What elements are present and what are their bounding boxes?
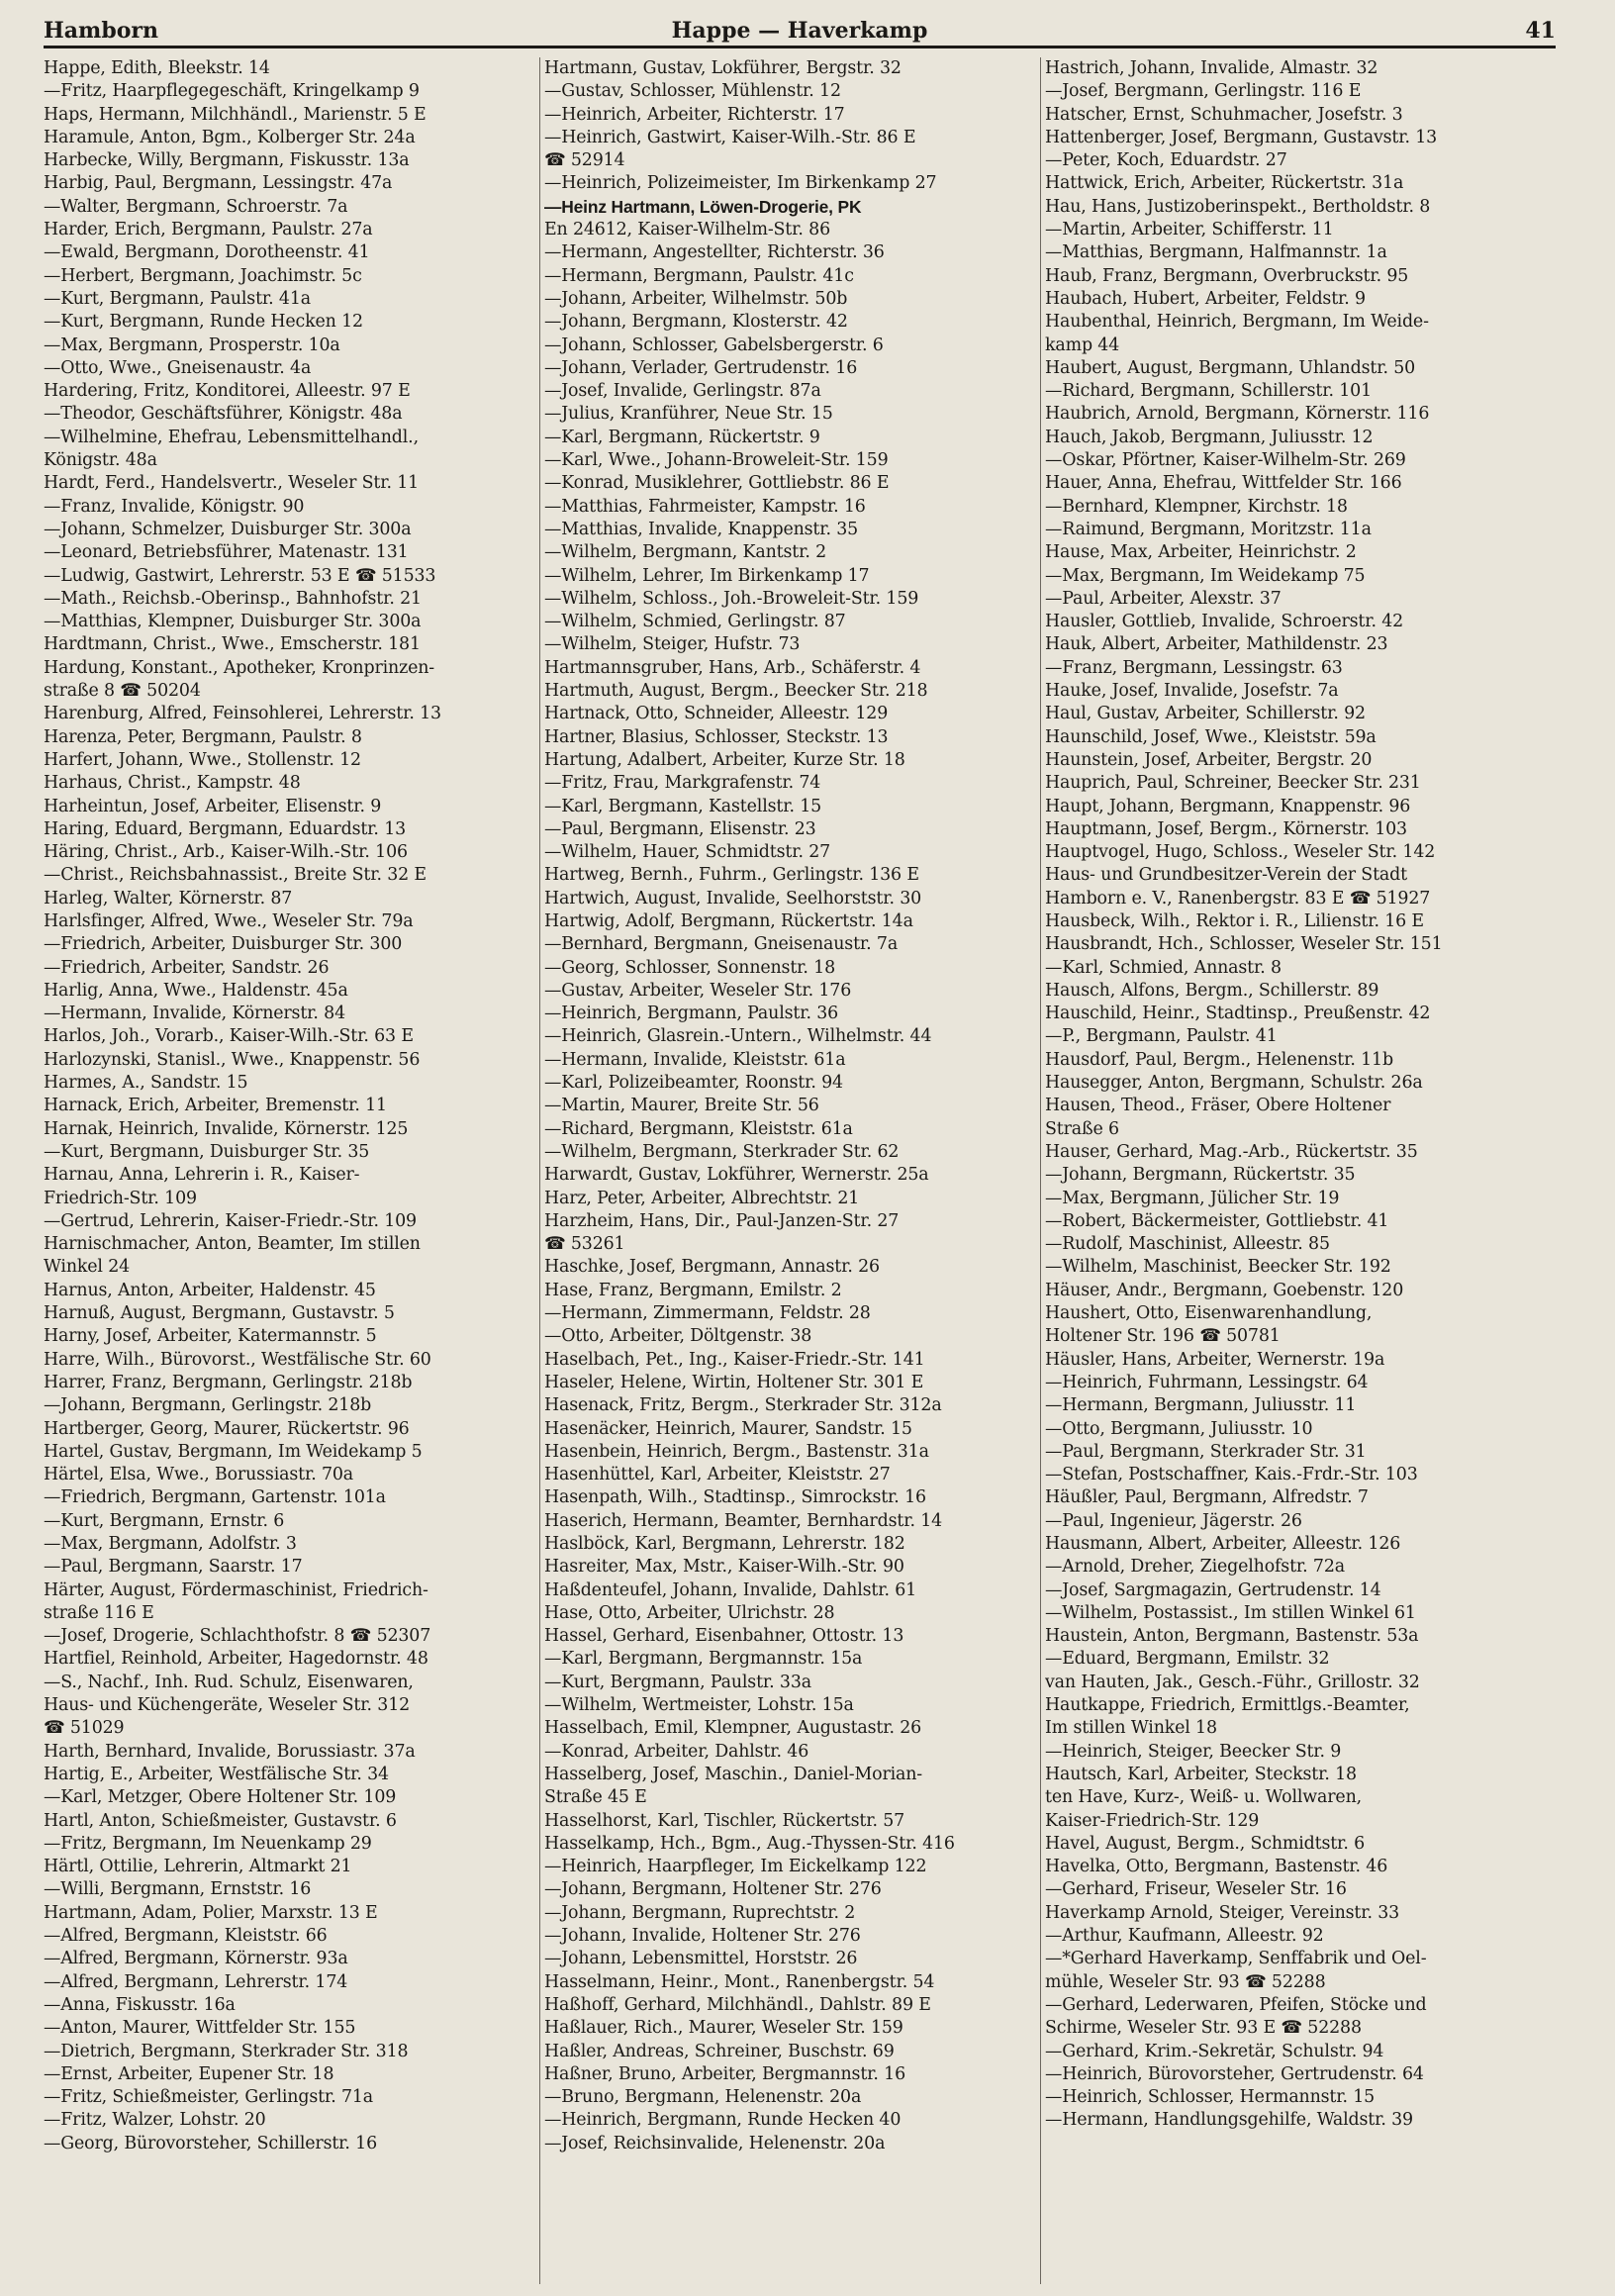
column-divider: [539, 57, 540, 2284]
directory-entry: Haus- und Grundbesitzer-Verein der Stadt: [1045, 865, 1407, 886]
directory-entry: Haupt, Johann, Bergmann, Knappenstr. 96: [1045, 796, 1411, 816]
directory-entry: Häußler, Paul, Bergmann, Alfredstr. 7: [1045, 1487, 1369, 1508]
directory-entry: —Kurt, Bergmann, Duisburger Str. 35: [44, 1141, 370, 1162]
directory-entry: —Otto, Arbeiter, Döltgenstr. 38: [544, 1326, 812, 1347]
directory-entry: —Ernst, Arbeiter, Eupener Str. 18: [44, 2063, 334, 2084]
directory-entry: —Theodor, Geschäftsführer, Königstr. 48a: [44, 404, 403, 425]
directory-entry: En 24612, Kaiser-Wilhelm-Str. 86: [544, 220, 830, 240]
directory-entry: Harmes, A., Sandstr. 15: [44, 1073, 248, 1094]
directory-entry: —Matthias, Klempner, Duisburger Str. 300a: [44, 612, 422, 632]
directory-entry: —Gerhard, Krim.-Sekretär, Schulstr. 94: [1045, 2041, 1384, 2061]
directory-entry: Hasenhüttel, Karl, Arbeiter, Kleiststr. 27: [544, 1465, 891, 1485]
directory-entry: —Heinrich, Bürovorsteher, Gertrudenstr. 64: [1045, 2063, 1424, 2084]
directory-entry: Hartberger, Georg, Maurer, Rückertstr. 96: [44, 1418, 410, 1439]
directory-entry: Straße 45 E: [544, 1787, 647, 1808]
directory-entry: Hauptmann, Josef, Bergm., Körnerstr. 103: [1045, 818, 1407, 839]
directory-entry: Hardung, Konstant., Apotheker, Kronprinzen-: [44, 657, 435, 678]
directory-entry: Haring, Eduard, Bergmann, Eduardstr. 13: [44, 818, 407, 839]
directory-entry: Hardering, Fritz, Konditorei, Alleestr. 97 E: [44, 381, 411, 402]
directory-entry: Harbecke, Willy, Bergmann, Fiskusstr. 13a: [44, 150, 410, 171]
directory-entry: —Alfred, Bergmann, Körnerstr. 93a: [44, 1949, 348, 1969]
directory-entry: Harfert, Johann, Wwe., Stollenstr. 12: [44, 749, 361, 770]
directory-entry: —Hermann, Bergmann, Paulstr. 41c: [544, 265, 854, 286]
directory-entry: Hattwick, Erich, Arbeiter, Rückertstr. 31a: [1045, 173, 1404, 194]
directory-entry: Haushert, Otto, Eisenwarenhandlung,: [1045, 1303, 1373, 1324]
directory-entry: —Gustav, Schlosser, Mühlenstr. 12: [544, 81, 841, 102]
directory-entry: Hause, Max, Arbeiter, Heinrichstr. 2: [1045, 542, 1357, 563]
directory-entry: —Otto, Wwe., Gneisenaustr. 4a: [44, 357, 312, 378]
directory-entry: —Heinrich, Haarpfleger, Im Eickelkamp 122: [544, 1857, 927, 1877]
directory-entry: —Rudolf, Maschinist, Alleestr. 85: [1045, 1234, 1330, 1255]
directory-entry: —Wilhelm, Lehrer, Im Birkenkamp 17: [544, 565, 870, 586]
directory-entry: Haseler, Helene, Wirtin, Holtener Str. 301 E: [544, 1372, 924, 1392]
directory-entry: Harenza, Peter, Bergmann, Paulstr. 8: [44, 726, 362, 747]
directory-entry: —Hermann, Angestellter, Richterstr. 36: [544, 242, 885, 263]
directory-entry: mühle, Weseler Str. 93 ☎ 52288: [1045, 1971, 1326, 1992]
directory-entry: —Karl, Metzger, Obere Holtener Str. 109: [44, 1787, 397, 1808]
directory-entry: —Johann, Bergmann, Ruprechtstr. 2: [544, 1902, 856, 1923]
directory-entry: —Bernhard, Klempner, Kirchstr. 18: [1045, 496, 1348, 517]
directory-entry: —P., Bergmann, Paulstr. 41: [1045, 1026, 1278, 1047]
directory-entry: —Kurt, Bergmann, Ernstr. 6: [44, 1510, 285, 1531]
directory-entry: Haubenthal, Heinrich, Bergmann, Im Weide-: [1045, 312, 1429, 333]
directory-entry: Haslböck, Karl, Bergmann, Lehrerstr. 182: [544, 1534, 905, 1554]
directory-entry: Härter, August, Fördermaschinist, Friedrich-: [44, 1579, 428, 1600]
directory-entry: —Heinrich, Polizeimeister, Im Birkenkamp 27: [544, 173, 937, 194]
directory-entry: Haunstein, Josef, Arbeiter, Bergstr. 20: [1045, 749, 1373, 770]
directory-entry: —Kurt, Bergmann, Paulstr. 41a: [44, 288, 311, 309]
directory-entry: straße 116 E: [44, 1602, 154, 1623]
directory-entry: —Christ., Reichsbahnassist., Breite Str. 32 E: [44, 865, 427, 886]
directory-entry: Haserich, Hermann, Beamter, Bernhardstr. 14: [544, 1510, 943, 1531]
directory-entry: —Heinrich, Fuhrmann, Lessingstr. 64: [1045, 1372, 1369, 1392]
directory-entry: —Wilhelm, Steiger, Hufstr. 73: [544, 634, 801, 655]
directory-entry: —Wilhelm, Schmied, Gerlingstr. 87: [544, 612, 846, 632]
directory-entry: Hartl, Anton, Schießmeister, Gustavstr. 6: [44, 1810, 397, 1831]
directory-column-2: [544, 57, 1035, 2284]
directory-entry: —Friedrich, Arbeiter, Sandstr. 26: [44, 957, 330, 978]
directory-entry: —Gerhard, Friseur, Weseler Str. 16: [1045, 1879, 1347, 1900]
directory-entry: Hartel, Gustav, Bergmann, Im Weidekamp 5: [44, 1441, 423, 1462]
directory-entry: Holtener Str. 196 ☎ 50781: [1045, 1326, 1281, 1347]
directory-entry: —Johann, Bergmann, Klosterstr. 42: [544, 312, 848, 333]
directory-entry: Hartweg, Bernh., Fuhrm., Gerlingstr. 136 E: [544, 865, 919, 886]
directory-entry: —Karl, Bergmann, Kastellstr. 15: [544, 796, 822, 816]
directory-entry: Haramule, Anton, Bgm., Kolberger Str. 24a: [44, 127, 416, 147]
directory-entry: —Hermann, Handlungsgehilfe, Waldstr. 39: [1045, 2110, 1413, 2131]
directory-entry: Harenburg, Alfred, Feinsohlerei, Lehrerstr. 13: [44, 704, 441, 724]
directory-entry: —S., Nachf., Inh. Rud. Schulz, Eisenwaren,: [44, 1672, 414, 1692]
directory-entry: —Martin, Arbeiter, Schifferstr. 11: [1045, 220, 1334, 240]
directory-entry: —Stefan, Postschaffner, Kais.-Frdr.-Str. 103: [1045, 1465, 1418, 1485]
directory-entry: —Johann, Bergmann, Holtener Str. 276: [544, 1879, 882, 1900]
directory-entry: Im stillen Winkel 18: [1045, 1718, 1217, 1739]
directory-entry: ☎ 53261: [544, 1234, 625, 1255]
directory-entry: Hausch, Alfons, Bergm., Schillerstr. 89: [1045, 980, 1379, 1001]
directory-entry: Hasselmann, Heinr., Mont., Ranenbergstr. 54: [544, 1971, 935, 1992]
directory-entry: Hartmuth, August, Bergm., Beecker Str. 218: [544, 681, 928, 702]
directory-entry: —Heinz Hartmann, Löwen-Drogerie, PK: [544, 196, 862, 217]
directory-entry: Hasreiter, Max, Mstr., Kaiser-Wilh.-Str. 90: [544, 1557, 904, 1578]
directory-entry: Hardtmann, Christ., Wwe., Emscherstr. 181: [44, 634, 421, 655]
directory-entry: —Georg, Bürovorsteher, Schillerstr. 16: [44, 2133, 378, 2153]
directory-entry: Straße 6: [1045, 1118, 1119, 1139]
directory-entry: —Johann, Bergmann, Gerlingstr. 218b: [44, 1395, 372, 1416]
directory-entry: Friedrich-Str. 109: [44, 1188, 197, 1208]
directory-entry: Haselbach, Pet., Ing., Kaiser-Friedr.-Str. 141: [544, 1349, 925, 1370]
directory-entry: Happe, Edith, Bleekstr. 14: [44, 58, 270, 78]
directory-entry: —Anna, Fiskusstr. 16a: [44, 1994, 236, 2015]
directory-entry: Harbig, Paul, Bergmann, Lessingstr. 47a: [44, 173, 393, 194]
directory-entry: Hartig, E., Arbeiter, Westfälische Str. 34: [44, 1764, 389, 1784]
directory-entry: Hausen, Theod., Fräser, Obere Holtener: [1045, 1096, 1391, 1116]
directory-entry: —Josef, Bergmann, Gerlingstr. 116 E: [1045, 81, 1362, 102]
directory-entry: —Otto, Bergmann, Juliusstr. 10: [1045, 1418, 1313, 1439]
page-header: [44, 16, 1556, 48]
directory-entry: —Matthias, Invalide, Knappenstr. 35: [544, 519, 859, 539]
directory-entry: Hauer, Anna, Ehefrau, Wittfelder Str. 166: [1045, 473, 1402, 494]
directory-entry: Hauptvogel, Hugo, Schloss., Weseler Str. 142: [1045, 842, 1436, 863]
directory-entry: —Heinrich, Gastwirt, Kaiser-Wilh.-Str. 86 E: [544, 127, 916, 147]
directory-entry: —Johann, Schmelzer, Duisburger Str. 300a: [44, 519, 412, 539]
directory-entry: Hardt, Ferd., Handelsvertr., Weseler Str. 11: [44, 473, 420, 494]
directory-entry: —Paul, Arbeiter, Alexstr. 37: [1045, 588, 1282, 609]
directory-entry: —Hermann, Bergmann, Juliusstr. 11: [1045, 1395, 1357, 1416]
directory-entry: —Wilhelm, Hauer, Schmidtstr. 27: [544, 842, 831, 863]
directory-entry: Haunschild, Josef, Wwe., Kleiststr. 59a: [1045, 726, 1377, 747]
directory-entry: —Georg, Schlosser, Sonnenstr. 18: [544, 957, 836, 978]
directory-entry: —Franz, Invalide, Königstr. 90: [44, 496, 305, 517]
directory-entry: Haus- und Küchengeräte, Weseler Str. 312: [44, 1695, 411, 1716]
directory-entry: Haubert, August, Bergmann, Uhlandstr. 50: [1045, 357, 1416, 378]
directory-entry: —Josef, Invalide, Gerlingstr. 87a: [544, 381, 821, 402]
directory-entry: Harz, Peter, Arbeiter, Albrechtstr. 21: [544, 1188, 860, 1208]
directory-entry: Haßlauer, Rich., Maurer, Weseler Str. 159: [544, 2018, 903, 2039]
directory-entry: —Arnold, Dreher, Ziegelhofstr. 72a: [1045, 1557, 1345, 1578]
directory-entry: —Robert, Bäckermeister, Gottliebstr. 41: [1045, 1210, 1389, 1231]
directory-entry: —Matthias, Bergmann, Halfmannstr. 1a: [1045, 242, 1387, 263]
directory-entry: Haverkamp Arnold, Steiger, Vereinstr. 33: [1045, 1902, 1400, 1923]
directory-entry: Hasselberg, Josef, Maschin., Daniel-Morian-: [544, 1764, 923, 1784]
directory-entry: —Fritz, Frau, Markgrafenstr. 74: [544, 773, 821, 794]
directory-entry: —Wilhelm, Maschinist, Beecker Str. 192: [1045, 1257, 1391, 1278]
directory-entry: Harny, Josef, Arbeiter, Katermannstr. 5: [44, 1326, 377, 1347]
directory-entry: Harrer, Franz, Bergmann, Gerlingstr. 218b: [44, 1372, 413, 1392]
directory-entry: Harlozynski, Stanisl., Wwe., Knappenstr. 56: [44, 1049, 421, 1070]
directory-entry: Hassel, Gerhard, Eisenbahner, Ottostr. 13: [544, 1626, 904, 1647]
directory-entry: Hauke, Josef, Invalide, Josefstr. 7a: [1045, 681, 1339, 702]
directory-entry: —Paul, Bergmann, Elisenstr. 23: [544, 818, 816, 839]
directory-entry: —Hermann, Invalide, Körnerstr. 84: [44, 1004, 346, 1024]
directory-entry: —Paul, Bergmann, Saarstr. 17: [44, 1557, 303, 1578]
directory-entry: Hausbeck, Wilh., Rektor i. R., Lilienstr. 16 E: [1045, 910, 1424, 931]
directory-entry: —Gerhard, Lederwaren, Pfeifen, Stöcke und: [1045, 1994, 1427, 2015]
directory-entry: —Karl, Schmied, Annastr. 8: [1045, 957, 1282, 978]
directory-entry: Hartmann, Adam, Polier, Marxstr. 13 E: [44, 1902, 378, 1923]
directory-entry: —Martin, Maurer, Breite Str. 56: [544, 1096, 819, 1116]
directory-entry: Hausdorf, Paul, Bergm., Helenenstr. 11b: [1045, 1049, 1393, 1070]
directory-entry: Hartwig, Adolf, Bergmann, Rückertstr. 14a: [544, 910, 913, 931]
directory-entry: Häring, Christ., Arb., Kaiser-Wilh.-Str. 106: [44, 842, 408, 863]
directory-entry: Harhaus, Christ., Kampstr. 48: [44, 773, 301, 794]
directory-entry: —Richard, Bergmann, Schillerstr. 101: [1045, 381, 1372, 402]
directory-entry: —Alfred, Bergmann, Lehrerstr. 174: [44, 1971, 348, 1992]
directory-entry: —Johann, Verlader, Gertrudenstr. 16: [544, 357, 858, 378]
directory-entry: —Fritz, Haarpflegegeschäft, Kringelkamp 9: [44, 81, 420, 102]
directory-entry: —Friedrich, Bergmann, Gartenstr. 101a: [44, 1487, 386, 1508]
directory-entry: Hasselkamp, Hch., Bgm., Aug.-Thyssen-Str. 416: [544, 1833, 955, 1854]
directory-entry: Hasenbein, Heinrich, Bergm., Bastenstr. 31a: [544, 1441, 929, 1462]
directory-entry: Härtel, Elsa, Wwe., Borussiastr. 70a: [44, 1465, 353, 1485]
directory-entry: —Ludwig, Gastwirt, Lehrerstr. 53 E ☎ 51533: [44, 565, 436, 586]
directory-entry: —Dietrich, Bergmann, Sterkrader Str. 318: [44, 2041, 409, 2061]
directory-entry: Haßler, Andreas, Schreiner, Buschstr. 69: [544, 2041, 895, 2061]
directory-entry: —Wilhelm, Schloss., Joh.-Broweleit-Str. 159: [544, 588, 919, 609]
directory-entry: ten Have, Kurz-, Weiß- u. Wollwaren,: [1045, 1787, 1362, 1808]
directory-column-3: [1045, 57, 1560, 2284]
directory-entry: van Hauten, Jak., Gesch.-Führ., Grillostr. 32: [1045, 1672, 1420, 1692]
directory-entry: Hauprich, Paul, Schreiner, Beecker Str. 231: [1045, 773, 1421, 794]
directory-entry: Haustein, Anton, Bergmann, Bastenstr. 53a: [1045, 1626, 1419, 1647]
directory-entry: —Willi, Bergmann, Ernststr. 16: [44, 1879, 312, 1900]
directory-entry: Hasenack, Fritz, Bergm., Sterkrader Str. 312a: [544, 1395, 942, 1416]
directory-entry: —Hermann, Invalide, Kleiststr. 61a: [544, 1049, 846, 1070]
directory-entry: Hausegger, Anton, Bergmann, Schulstr. 26a: [1045, 1073, 1423, 1094]
directory-entry: Harder, Erich, Bergmann, Paulstr. 27a: [44, 220, 373, 240]
directory-entry: —Johann, Invalide, Holtener Str. 276: [544, 1926, 861, 1947]
directory-entry: —Bernhard, Bergmann, Gneisenaustr. 7a: [544, 934, 899, 955]
directory-entry: Hasselhorst, Karl, Tischler, Rückertstr. 57: [544, 1810, 905, 1831]
directory-entry: straße 8 ☎ 50204: [44, 681, 201, 702]
directory-entry: —Fritz, Walzer, Lohstr. 20: [44, 2110, 266, 2131]
directory-entry: Harlsfinger, Alfred, Wwe., Weseler Str. 79a: [44, 910, 414, 931]
directory-entry: —Eduard, Bergmann, Emilstr. 32: [1045, 1649, 1330, 1670]
directory-column-1: [44, 57, 534, 2284]
directory-entry: —Karl, Wwe., Johann-Broweleit-Str. 159: [544, 450, 889, 471]
directory-entry: —Gertrud, Lehrerin, Kaiser-Friedr.-Str. 109: [44, 1210, 417, 1231]
directory-entry: —Johann, Arbeiter, Wilhelmstr. 50b: [544, 288, 848, 309]
directory-entry: Hartner, Blasius, Schlosser, Steckstr. 13: [544, 726, 889, 747]
directory-entry: —Konrad, Arbeiter, Dahlstr. 46: [544, 1741, 809, 1762]
directory-entry: Harnau, Anna, Lehrerin i. R., Kaiser-: [44, 1165, 360, 1186]
directory-entry: Haub, Franz, Bergmann, Overbruckstr. 95: [1045, 265, 1409, 286]
directory-entry: Harleg, Walter, Körnerstr. 87: [44, 888, 293, 909]
directory-entry: Hartfiel, Reinhold, Arbeiter, Hagedornstr. 48: [44, 1649, 428, 1670]
header-city: Hamborn: [44, 18, 158, 44]
directory-entry: Hauk, Albert, Arbeiter, Mathildenstr. 23: [1045, 634, 1388, 655]
directory-entry: Harnuß, August, Bergmann, Gustavstr. 5: [44, 1303, 395, 1324]
directory-entry: Hausler, Gottlieb, Invalide, Schroerstr. 42: [1045, 612, 1404, 632]
directory-entry: Hau, Hans, Justizoberinspekt., Bertholdstr. 8: [1045, 196, 1431, 217]
directory-entry: —Walter, Bergmann, Schroerstr. 7a: [44, 196, 348, 217]
directory-entry: —Karl, Bergmann, Rückertstr. 9: [544, 427, 820, 447]
directory-entry: Hasenäcker, Heinrich, Maurer, Sandstr. 15: [544, 1418, 912, 1439]
directory-entry: —Karl, Polizeibeamter, Roonstr. 94: [544, 1073, 843, 1094]
directory-entry: Hartmann, Gustav, Lokführer, Bergstr. 32: [544, 58, 902, 78]
directory-entry: —Wilhelm, Wertmeister, Lohstr. 15a: [544, 1695, 854, 1716]
directory-entry: Haßhoff, Gerhard, Milchhändl., Dahlstr. 89 E: [544, 1994, 931, 2015]
directory-entry: —Max, Bergmann, Jülicher Str. 19: [1045, 1188, 1340, 1208]
directory-entry: —Kurt, Bergmann, Runde Hecken 12: [44, 312, 363, 333]
directory-entry: —Paul, Bergmann, Sterkrader Str. 31: [1045, 1441, 1367, 1462]
directory-entry: —Julius, Kranführer, Neue Str. 15: [544, 404, 833, 425]
directory-entry: Winkel 24: [44, 1257, 131, 1278]
column-divider: [1040, 57, 1041, 2284]
directory-entry: —Heinrich, Glasrein.-Untern., Wilhelmstr. 44: [544, 1026, 932, 1047]
directory-entry: —Hermann, Zimmermann, Feldstr. 28: [544, 1303, 871, 1324]
directory-entry: —Josef, Reichsinvalide, Helenenstr. 20a: [544, 2133, 886, 2153]
directory-entry: —Raimund, Bergmann, Moritzstr. 11a: [1045, 519, 1372, 539]
directory-entry: —Math., Reichsb.-Oberinsp., Bahnhofstr. 21: [44, 588, 422, 609]
directory-entry: —Heinrich, Arbeiter, Richterstr. 17: [544, 104, 845, 125]
directory-entry: —Wilhelm, Postassist., Im stillen Winkel 61: [1045, 1602, 1416, 1623]
directory-entry: —Franz, Bergmann, Lessingstr. 63: [1045, 657, 1343, 678]
directory-entry: —Peter, Koch, Eduardstr. 27: [1045, 150, 1287, 171]
directory-entry: Hatscher, Ernst, Schuhmacher, Josefstr. 3: [1045, 104, 1403, 125]
directory-entry: Havel, August, Bergm., Schmidtstr. 6: [1045, 1833, 1365, 1854]
directory-entry: —Konrad, Musiklehrer, Gottliebstr. 86 E: [544, 473, 890, 494]
directory-entry: Hase, Franz, Bergmann, Emilstr. 2: [544, 1280, 842, 1300]
directory-entry: —Max, Bergmann, Prosperstr. 10a: [44, 335, 340, 355]
directory-entry: —Max, Bergmann, Im Weidekamp 75: [1045, 565, 1366, 586]
directory-entry: Hastrich, Johann, Invalide, Almastr. 32: [1045, 58, 1378, 78]
directory-entry: —Wilhelm, Bergmann, Sterkrader Str. 62: [544, 1141, 900, 1162]
directory-entry: —Johann, Schlosser, Gabelsbergerstr. 6: [544, 335, 884, 355]
directory-entry: ☎ 52914: [544, 150, 625, 171]
directory-entry: ☎ 51029: [44, 1718, 125, 1739]
directory-entry: —Kurt, Bergmann, Paulstr. 33a: [544, 1672, 811, 1692]
directory-entry: Hamborn e. V., Ranenbergstr. 83 E ☎ 51927: [1045, 888, 1431, 909]
directory-entry: Haps, Hermann, Milchhändl., Marienstr. 5 E: [44, 104, 427, 125]
directory-entry: —Heinrich, Schlosser, Hermannstr. 15: [1045, 2087, 1376, 2108]
directory-entry: —Heinrich, Bergmann, Paulstr. 36: [544, 1004, 839, 1024]
directory-entry: —Paul, Ingenieur, Jägerstr. 26: [1045, 1510, 1302, 1531]
directory-entry: —Friedrich, Arbeiter, Duisburger Str. 300: [44, 934, 403, 955]
directory-entry: Hasenpath, Wilh., Stadtinsp., Simrockstr. 16: [544, 1487, 926, 1508]
directory-entry: Harth, Bernhard, Invalide, Borussiastr. 37a: [44, 1741, 416, 1762]
directory-entry: —Gustav, Arbeiter, Weseler Str. 176: [544, 980, 852, 1001]
header-name-range: Happe — Haverkamp: [671, 18, 928, 44]
directory-entry: Harnus, Anton, Arbeiter, Haldenstr. 45: [44, 1280, 376, 1300]
directory-entry: Harlos, Joh., Vorarb., Kaiser-Wilh.-Str. 63 E: [44, 1026, 414, 1047]
directory-entry: Harheintun, Josef, Arbeiter, Elisenstr. 9: [44, 796, 382, 816]
directory-entry: Hase, Otto, Arbeiter, Ulrichstr. 28: [544, 1602, 835, 1623]
directory-entry: —Fritz, Schießmeister, Gerlingstr. 71a: [44, 2087, 373, 2108]
directory-entry: Häuser, Andr., Bergmann, Goebenstr. 120: [1045, 1280, 1404, 1300]
directory-entry: —Johann, Bergmann, Rückertstr. 35: [1045, 1165, 1356, 1186]
directory-entry: —Anton, Maurer, Wittfelder Str. 155: [44, 2018, 356, 2039]
directory-entry: Hausbrandt, Hch., Schlosser, Weseler Str. 151: [1045, 934, 1443, 955]
directory-entry: —Alfred, Bergmann, Kleiststr. 66: [44, 1926, 328, 1947]
directory-entry: Hauch, Jakob, Bergmann, Juliusstr. 12: [1045, 427, 1374, 447]
directory-entry: Härtl, Ottilie, Lehrerin, Altmarkt 21: [44, 1857, 352, 1877]
directory-entry: Hautsch, Karl, Arbeiter, Steckstr. 18: [1045, 1764, 1357, 1784]
directory-entry: Haubrich, Arnold, Bergmann, Körnerstr. 116: [1045, 404, 1430, 425]
directory-entry: Hauschild, Heinr., Stadtinsp., Preußenstr. 42: [1045, 1004, 1431, 1024]
directory-entry: Harnack, Erich, Arbeiter, Bremenstr. 11: [44, 1096, 387, 1116]
directory-entry: Hautkappe, Friedrich, Ermittlgs.-Beamter,: [1045, 1695, 1410, 1716]
directory-entry: Harnischmacher, Anton, Beamter, Im stillen: [44, 1234, 421, 1255]
directory-entry: —Heinrich, Bergmann, Runde Hecken 40: [544, 2110, 902, 2131]
directory-entry: —Wilhelmine, Ehefrau, Lebensmittelhandl.,: [44, 427, 419, 447]
directory-entry: Hartwich, August, Invalide, Seelhorststr. 30: [544, 888, 922, 909]
directory-entry: Harre, Wilh., Bürovorst., Westfälische Str. 60: [44, 1349, 431, 1370]
directory-entry: —Josef, Drogerie, Schlachthofstr. 8 ☎ 52307: [44, 1626, 431, 1647]
directory-entry: Hausmann, Albert, Arbeiter, Alleestr. 126: [1045, 1534, 1401, 1554]
directory-entry: —Karl, Bergmann, Bergmannstr. 15a: [544, 1649, 863, 1670]
directory-entry: Harnak, Heinrich, Invalide, Körnerstr. 125: [44, 1118, 409, 1139]
directory-entry: —Arthur, Kaufmann, Alleestr. 92: [1045, 1926, 1324, 1947]
directory-entry: Hartmannsgruber, Hans, Arb., Schäferstr. 4: [544, 657, 921, 678]
directory-entry: Kaiser-Friedrich-Str. 129: [1045, 1810, 1260, 1831]
directory-entry: Haschke, Josef, Bergmann, Annastr. 26: [544, 1257, 880, 1278]
directory-entry: Schirme, Weseler Str. 93 E ☎ 52288: [1045, 2018, 1362, 2039]
directory-entry: —Johann, Lebensmittel, Horststr. 26: [544, 1949, 858, 1969]
directory-entry: Hartung, Adalbert, Arbeiter, Kurze Str. 18: [544, 749, 905, 770]
directory-entry: —Oskar, Pförtner, Kaiser-Wilhelm-Str. 269: [1045, 450, 1406, 471]
directory-entry: Haßdenteufel, Johann, Invalide, Dahlstr. 61: [544, 1579, 917, 1600]
directory-entry: Havelka, Otto, Bergmann, Bastenstr. 46: [1045, 1857, 1388, 1877]
directory-entry: Hartnack, Otto, Schneider, Alleestr. 129: [544, 704, 889, 724]
directory-entry: —Ewald, Bergmann, Dorotheenstr. 41: [44, 242, 370, 263]
directory-entry: Haul, Gustav, Arbeiter, Schillerstr. 92: [1045, 704, 1366, 724]
directory-entry: —Wilhelm, Bergmann, Kantstr. 2: [544, 542, 827, 563]
directory-entry: Königstr. 48a: [44, 450, 157, 471]
directory-entry: Harlig, Anna, Wwe., Haldenstr. 45a: [44, 980, 348, 1001]
directory-entry: Harwardt, Gustav, Lokführer, Wernerstr. 25a: [544, 1165, 929, 1186]
directory-entry: —Leonard, Betriebsführer, Matenastr. 131: [44, 542, 409, 563]
directory-entry: kamp 44: [1045, 335, 1120, 355]
directory-entry: —Matthias, Fahrmeister, Kampstr. 16: [544, 496, 866, 517]
directory-entry: Haubach, Hubert, Arbeiter, Feldstr. 9: [1045, 288, 1366, 309]
directory-entry: —Richard, Bergmann, Kleiststr. 61a: [544, 1118, 853, 1139]
directory-entry: Häusler, Hans, Arbeiter, Wernerstr. 19a: [1045, 1349, 1385, 1370]
directory-entry: —Josef, Sargmagazin, Gertrudenstr. 14: [1045, 1579, 1381, 1600]
directory-entry: Harzheim, Hans, Dir., Paul-Janzen-Str. 27: [544, 1210, 900, 1231]
directory-entry: Hasselbach, Emil, Klempner, Augustastr. 26: [544, 1718, 922, 1739]
directory-entry: —*Gerhard Haverkamp, Senffabrik und Oel-: [1045, 1949, 1427, 1969]
directory-entry: —Bruno, Bergmann, Helenenstr. 20a: [544, 2087, 862, 2108]
directory-entry: —Fritz, Bergmann, Im Neuenkamp 29: [44, 1833, 372, 1854]
page-number: 41: [1525, 18, 1556, 44]
directory-entry: —Heinrich, Steiger, Beecker Str. 9: [1045, 1741, 1342, 1762]
directory-entry: Hauser, Gerhard, Mag.-Arb., Rückertstr. 35: [1045, 1141, 1418, 1162]
directory-entry: Hattenberger, Josef, Bergmann, Gustavstr. 13: [1045, 127, 1438, 147]
directory-entry: Haßner, Bruno, Arbeiter, Bergmannstr. 16: [544, 2063, 905, 2084]
directory-entry: —Herbert, Bergmann, Joachimstr. 5c: [44, 265, 362, 286]
directory-entry: —Max, Bergmann, Adolfstr. 3: [44, 1534, 297, 1554]
